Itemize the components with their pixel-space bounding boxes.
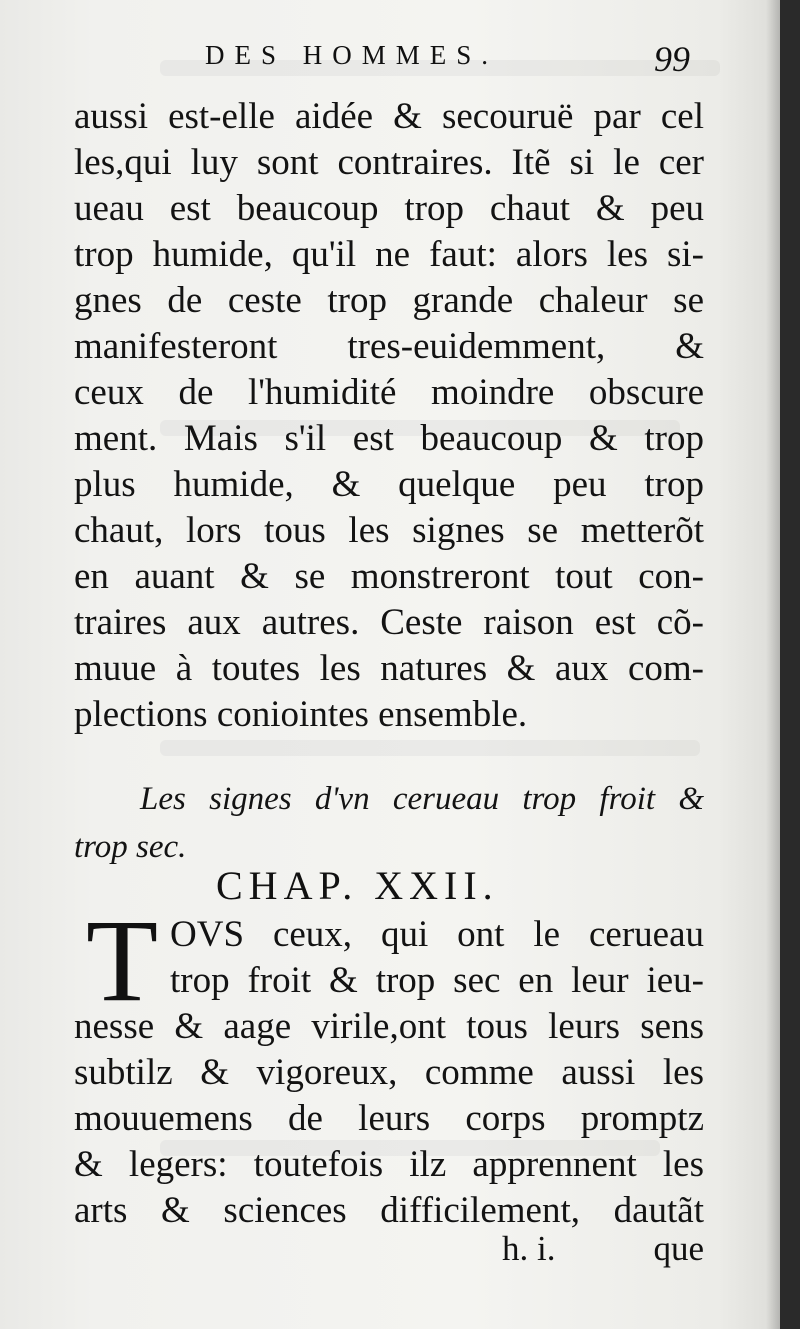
page-number: 99: [654, 39, 690, 79]
heading-line: trop sec.: [74, 829, 187, 865]
text-line: trop froit & trop sec en leur ieu-: [170, 960, 704, 1001]
text-line: & legers: toutefois ilz apprennent les: [74, 1144, 704, 1185]
signature-mark: h. i.: [502, 1229, 556, 1268]
page-footer: [74, 1226, 704, 1272]
text-line: muue à toutes les natures & aux com-: [74, 648, 704, 689]
text-line: en auant & se monstreront tout con-: [74, 556, 704, 597]
drop-cap: T: [86, 895, 159, 1026]
text-line: gnes de ceste trop grande chaleur se: [74, 280, 704, 321]
text-line: plections coniointes ensemble.: [74, 694, 528, 735]
text-line: ment. Mais s'il est beaucoup & trop: [74, 418, 704, 459]
section-heading: [74, 775, 704, 871]
catchword: que: [653, 1229, 704, 1268]
running-head: DES HOMMES.: [205, 40, 499, 70]
text-line: traires aux autres. Ceste raison est cõ-: [74, 602, 704, 643]
text-line: arts & sciences difficilement, dautãt: [74, 1190, 704, 1231]
chapter-body: [74, 912, 704, 1234]
text-line: ceux de l'humidité moindre obscure: [74, 372, 704, 413]
text-line: aussi est-elle aidée & secouruë par cel: [74, 96, 704, 137]
chapter-title: CHAP. XXII.: [216, 863, 499, 908]
text-line: nesse & aage virile,ont tous leurs sens: [74, 1006, 704, 1047]
text-line: les,qui luy sont contraires. Itẽ si le cer: [74, 142, 704, 183]
text-line: OVS ceux, qui ont le cerueau: [170, 914, 704, 955]
text-line: manifesteront tres-euidemment, &: [74, 326, 704, 367]
text-line: trop humide, qu'il ne faut: alors les si-: [74, 234, 704, 275]
text-line: mouuemens de leurs corps promptz: [74, 1098, 704, 1139]
heading-line: Les signes d'vn cerueau trop froit &: [140, 781, 704, 817]
paragraph-continued: [74, 94, 704, 738]
show-through-shadow: [160, 740, 700, 756]
text-line: plus humide, & quelque peu trop: [74, 464, 704, 505]
text-line: subtilz & vigoreux, comme aussi les: [74, 1052, 704, 1093]
page-edge-shadow: [766, 0, 780, 1329]
text-line: ueau est beaucoup trop chaut & peu: [74, 188, 704, 229]
text-line: chaut, lors tous les signes se metterõt: [74, 510, 704, 551]
